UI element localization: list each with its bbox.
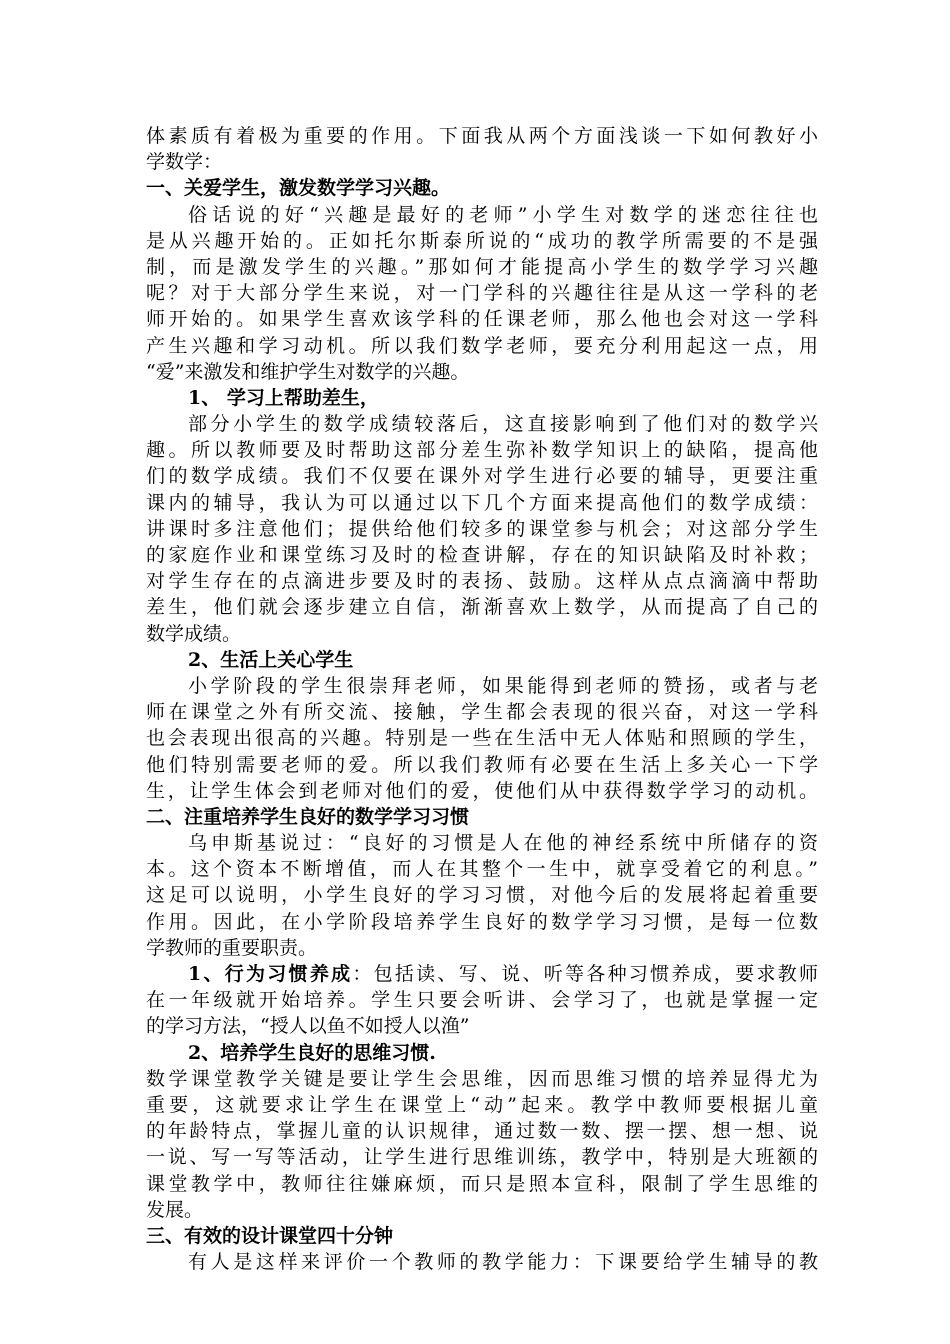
paragraph-line xyxy=(146,961,818,987)
section-heading xyxy=(146,647,818,673)
line-text: 有人是这样来评价一个教师的教学能力：下课要给学生辅导的教 xyxy=(188,1251,818,1274)
line-text: 的年龄特点，掌握儿童的认识规律，通过数一数、摆一摆、想一想、说 xyxy=(146,1120,818,1143)
line-text: 课内的辅导，我认为可以通过以下几个方面来提高他们的数学成绩： xyxy=(146,491,818,514)
paragraph-line xyxy=(146,752,818,778)
paragraph-line xyxy=(146,594,818,620)
paragraph-line xyxy=(146,1092,818,1118)
paragraph-line xyxy=(146,882,818,908)
paragraph-line xyxy=(146,1197,818,1223)
line-text: 乌申斯基说过：“良好的习惯是人在他的神经系统中所储存的资 xyxy=(188,832,818,855)
line-text: 一、关爱学生，激发数学学习兴趣。 xyxy=(146,177,451,200)
section-heading xyxy=(146,1223,818,1249)
line-text: 部分小学生的数学成绩较落后，这直接影响到了他们对的数学兴 xyxy=(188,413,818,436)
line-text: 是从兴趣开始的。正如托尔斯泰所说的“成功的教学所需要的不是强 xyxy=(146,229,818,252)
line-text: 的家庭作业和课堂练习及时的检查讲解，存在的知识缺陷及时补救； xyxy=(146,544,818,566)
paragraph-line xyxy=(146,333,818,359)
paragraph-line xyxy=(146,411,818,437)
inline-text: ：包括读、写、说、听等各种习惯养成，要求教师 xyxy=(352,963,818,985)
line-text: 制，而是激发学生的兴趣。”那如何才能提高小学生的数学学习兴趣 xyxy=(146,255,818,278)
paragraph-line xyxy=(146,1118,818,1144)
line-text: 重要，这就要求让学生在课堂上“动”起来。教学中教师要根据儿童 xyxy=(146,1093,818,1116)
line-text: 三、有效的设计课堂四十分钟 xyxy=(146,1224,394,1247)
line-text: 一说、写一写等活动，让学生进行思维训练，教学中，特别是大班额的 xyxy=(146,1146,818,1169)
document-page xyxy=(146,123,818,1275)
line-text: 发展。 xyxy=(146,1198,204,1221)
line-text: 的学习方法，“授人以鱼不如授人以渔” xyxy=(146,1015,470,1038)
line-text: 作用。因此，在小学阶段培养学生良好的数学学习习惯，是每一位数 xyxy=(146,910,818,933)
line-text: 1、 学习上帮助差生， xyxy=(188,386,379,409)
section-heading xyxy=(146,175,818,201)
line-text: 产生兴趣和学习动机。所以我们数学老师，要充分利用起这一点，用 xyxy=(146,334,818,357)
line-text: 2、培养学生良好的思维习惯. xyxy=(188,1041,436,1064)
paragraph-line xyxy=(146,463,818,489)
line-text: 呢？对于大部分学生来说，对一门学科的兴趣往往是从这一学科的老 xyxy=(146,282,818,305)
line-text: 体素质有着极为重要的作用。下面我从两个方面浅谈一下如何教好小 xyxy=(146,125,818,147)
paragraph-line xyxy=(146,568,818,594)
paragraph-line xyxy=(146,699,818,725)
inline-heading: 1、行为习惯养成 xyxy=(188,963,353,985)
paragraph-line xyxy=(146,123,818,149)
paragraph-line xyxy=(146,1171,818,1197)
paragraph-line xyxy=(146,1249,818,1275)
paragraph-line xyxy=(146,830,818,856)
line-text: 趣。所以教师要及时帮助这部分差生弥补数学知识上的缺陷，提高他 xyxy=(146,439,818,462)
paragraph-line xyxy=(146,909,818,935)
line-text: 俗话说的好“兴趣是最好的老师”小学生对数学的迷恋往往也 xyxy=(188,203,818,226)
line-text: 数学课堂教学关键是要让学生会思维，因而思维习惯的培养显得尤为 xyxy=(146,1067,818,1090)
paragraph-line xyxy=(146,1013,818,1039)
paragraph-line xyxy=(146,490,818,516)
line-text: 生，让学生体会到老师对他们的爱，使他们从中获得数学学习的动机。 xyxy=(146,779,818,802)
paragraph-line xyxy=(146,725,818,751)
paragraph-line xyxy=(146,254,818,280)
line-text: 们的数学成绩。我们不仅要在课外对学生进行必要的辅导，更要注重 xyxy=(146,465,818,488)
paragraph-line xyxy=(146,856,818,882)
section-heading xyxy=(146,385,818,411)
paragraph-line xyxy=(146,987,818,1013)
line-text: 本。这个资本不断增值，而人在其整个一生中，就享受着它的利息。” xyxy=(146,858,818,881)
paragraph-line xyxy=(146,202,818,228)
line-text: 师开始的。如果学生喜欢该学科的任课老师，那么他也会对这一学科 xyxy=(146,308,818,331)
paragraph-line xyxy=(146,280,818,306)
mixed-line xyxy=(188,961,818,987)
paragraph-line xyxy=(146,437,818,463)
line-text: 二、注重培养学生良好的数学学习习惯 xyxy=(146,805,470,828)
line-text: 差生，他们就会逐步建立自信，渐渐喜欢上数学，从而提高了自己的 xyxy=(146,596,818,619)
line-text: 讲课时多注意他们；提供给他们较多的课堂参与机会；对这部分学生 xyxy=(146,517,818,540)
section-heading xyxy=(146,804,818,830)
paragraph-line xyxy=(146,542,818,568)
line-text: 师在课堂之外有所交流、接触，学生都会表现的很兴奋，对这一学科 xyxy=(146,701,818,724)
line-text: 这足可以说明，小学生良好的学习习惯，对他今后的发展将起着重要 xyxy=(146,884,818,907)
line-text: 在一年级就开始培养。学生只要会听讲、会学习了，也就是掌握一定 xyxy=(146,989,818,1012)
paragraph-line xyxy=(146,621,818,647)
line-text: 课堂教学中，教师往往嫌麻烦，而只是照本宣科，限制了学生思维的 xyxy=(146,1172,818,1195)
line-text: 学教师的重要职责。 xyxy=(146,936,318,959)
line-text: 对学生存在的点滴进步要及时的表扬、鼓励。这样从点点滴滴中帮助 xyxy=(146,570,818,593)
line-text: 他们特别需要老师的爱。所以我们教师有必要在生活上多关心一下学 xyxy=(146,753,818,776)
line-text: 学数学： xyxy=(146,151,223,174)
paragraph-line xyxy=(146,1144,818,1170)
paragraph-line xyxy=(146,359,818,385)
paragraph-line xyxy=(146,1066,818,1092)
paragraph-line xyxy=(146,516,818,542)
paragraph-line xyxy=(146,149,818,175)
line-text: 也会表现出很高的兴趣。特别是一些在生活中无人体贴和照顾的学生， xyxy=(146,727,818,750)
paragraph-line xyxy=(146,306,818,332)
line-text: 数学成绩。 xyxy=(146,622,242,645)
paragraph-line xyxy=(146,935,818,961)
paragraph-line xyxy=(146,228,818,254)
line-text: 2、生活上关心学生 xyxy=(188,648,354,671)
line-text: “爱”来激发和维护学生对数学的兴趣。 xyxy=(146,360,470,383)
line-text: 小学阶段的学生很崇拜老师，如果能得到老师的赞扬，或者与老 xyxy=(188,674,818,697)
section-heading xyxy=(146,1040,818,1066)
paragraph-line xyxy=(146,673,818,699)
paragraph-line xyxy=(146,778,818,804)
